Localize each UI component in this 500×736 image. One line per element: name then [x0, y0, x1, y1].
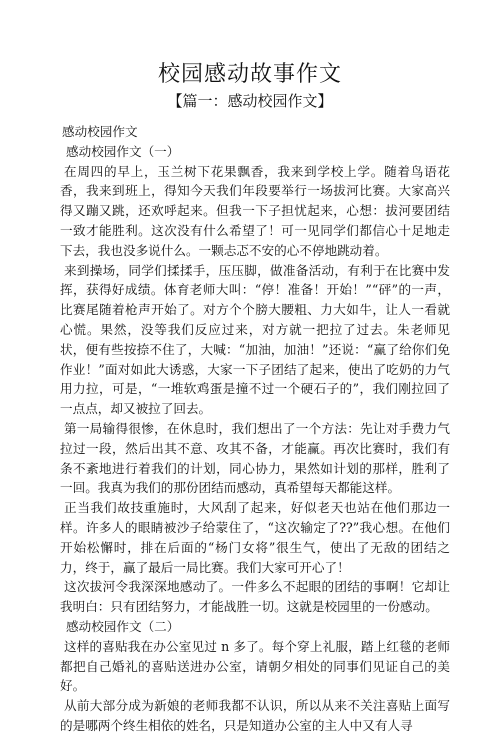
section-heading: 感动校园作文 [62, 124, 138, 139]
paragraph: 正当我们故技重施时，大风刮了起来，好似老天也站在他们那边一样。许多人的眼睛被沙子给蒙住了，“这次输定了??”我心想。在他们开始松懈时，排在后面的“杨门女将”很生气，使出了无敌的团结之力，终于，赢了最后一局比赛。我们大家可开心了！ [60, 500, 450, 575]
document-body [60, 122, 450, 736]
paragraph: 这次拔河令我深深地感动了。一件多么不起眼的团结的事啊！它却让我明白：只有团结努力，才能战胜一切。这就是校园里的一份感动。 [60, 579, 450, 615]
paragraph: 从前大部分成为新娘的老师我都不认识，所以从来不关注喜贴上面写的是哪两个终生相依的姓名，只是知道办公室的主人中又有人寻 [60, 698, 450, 733]
document-subtitle: 【篇一：感动校园作文】 [167, 92, 333, 110]
paragraph: 这样的喜贴我在办公室见过 n 多了。每个穿上礼服，踏上红毯的老师都把自己婚礼的喜贴送进办公室，请朝夕相处的同事们见证自己的美好。 [60, 638, 450, 694]
document-title: 校园感动故事作文 [157, 62, 342, 87]
paragraph: 在周四的早上，玉兰树下花果飘香，我来到学校上学。随着鸟语花香，我来到班上，得知今天我们年段要举行一场拔河比赛。大家高兴得又蹦又跳，还欢呼起来。但我一下子担忧起来，心想：拔河要团结一致才能胜利。这次没有什么希望了！可一见同学们都信心十足地走下去，我也没多说什么。一颗忐忑不安的心不停地跳动着。 [60, 163, 450, 258]
story-heading-1: 感动校园作文（一） [66, 143, 180, 159]
paragraph: 来到操场，同学们揉揉手，压压脚，做准备活动，有利于在比赛中发挥，获得好成绩。体育老师大叫：“停！准备！开始！”“砰”的一声，比赛尾随着枪声开始了。对方个个膀大腰粗、力大如牛，让人一看就心慌。果然，没等我们反应过来，对方就一把拉了过去。朱老师见状，便有些按捺不住了，大喊：“加油，加油！”还说：“赢了给你们免作业！”面对如此大诱惑，大家一下子团结了起来，使出了吃奶的力气用力拉，可是，“一堆软鸡蛋是撞不过一个硬石子的”，我们刚拉回了一点点，却又被拉了回去。 [60, 262, 450, 417]
story-heading-2: 感动校园作文（二） [66, 618, 180, 634]
paragraph: 第一局输得很惨，在休息时，我们想出了一个方法：先让对手费力气拉过一段，然后出其不意、攻其不备，才能赢。再次比赛时，我们有条不紊地进行着我们的计划，同心协力，果然如计划的那样，胜利了一回。我真为我们的那份团结而感动，真希望每天都能这样。 [60, 420, 450, 496]
